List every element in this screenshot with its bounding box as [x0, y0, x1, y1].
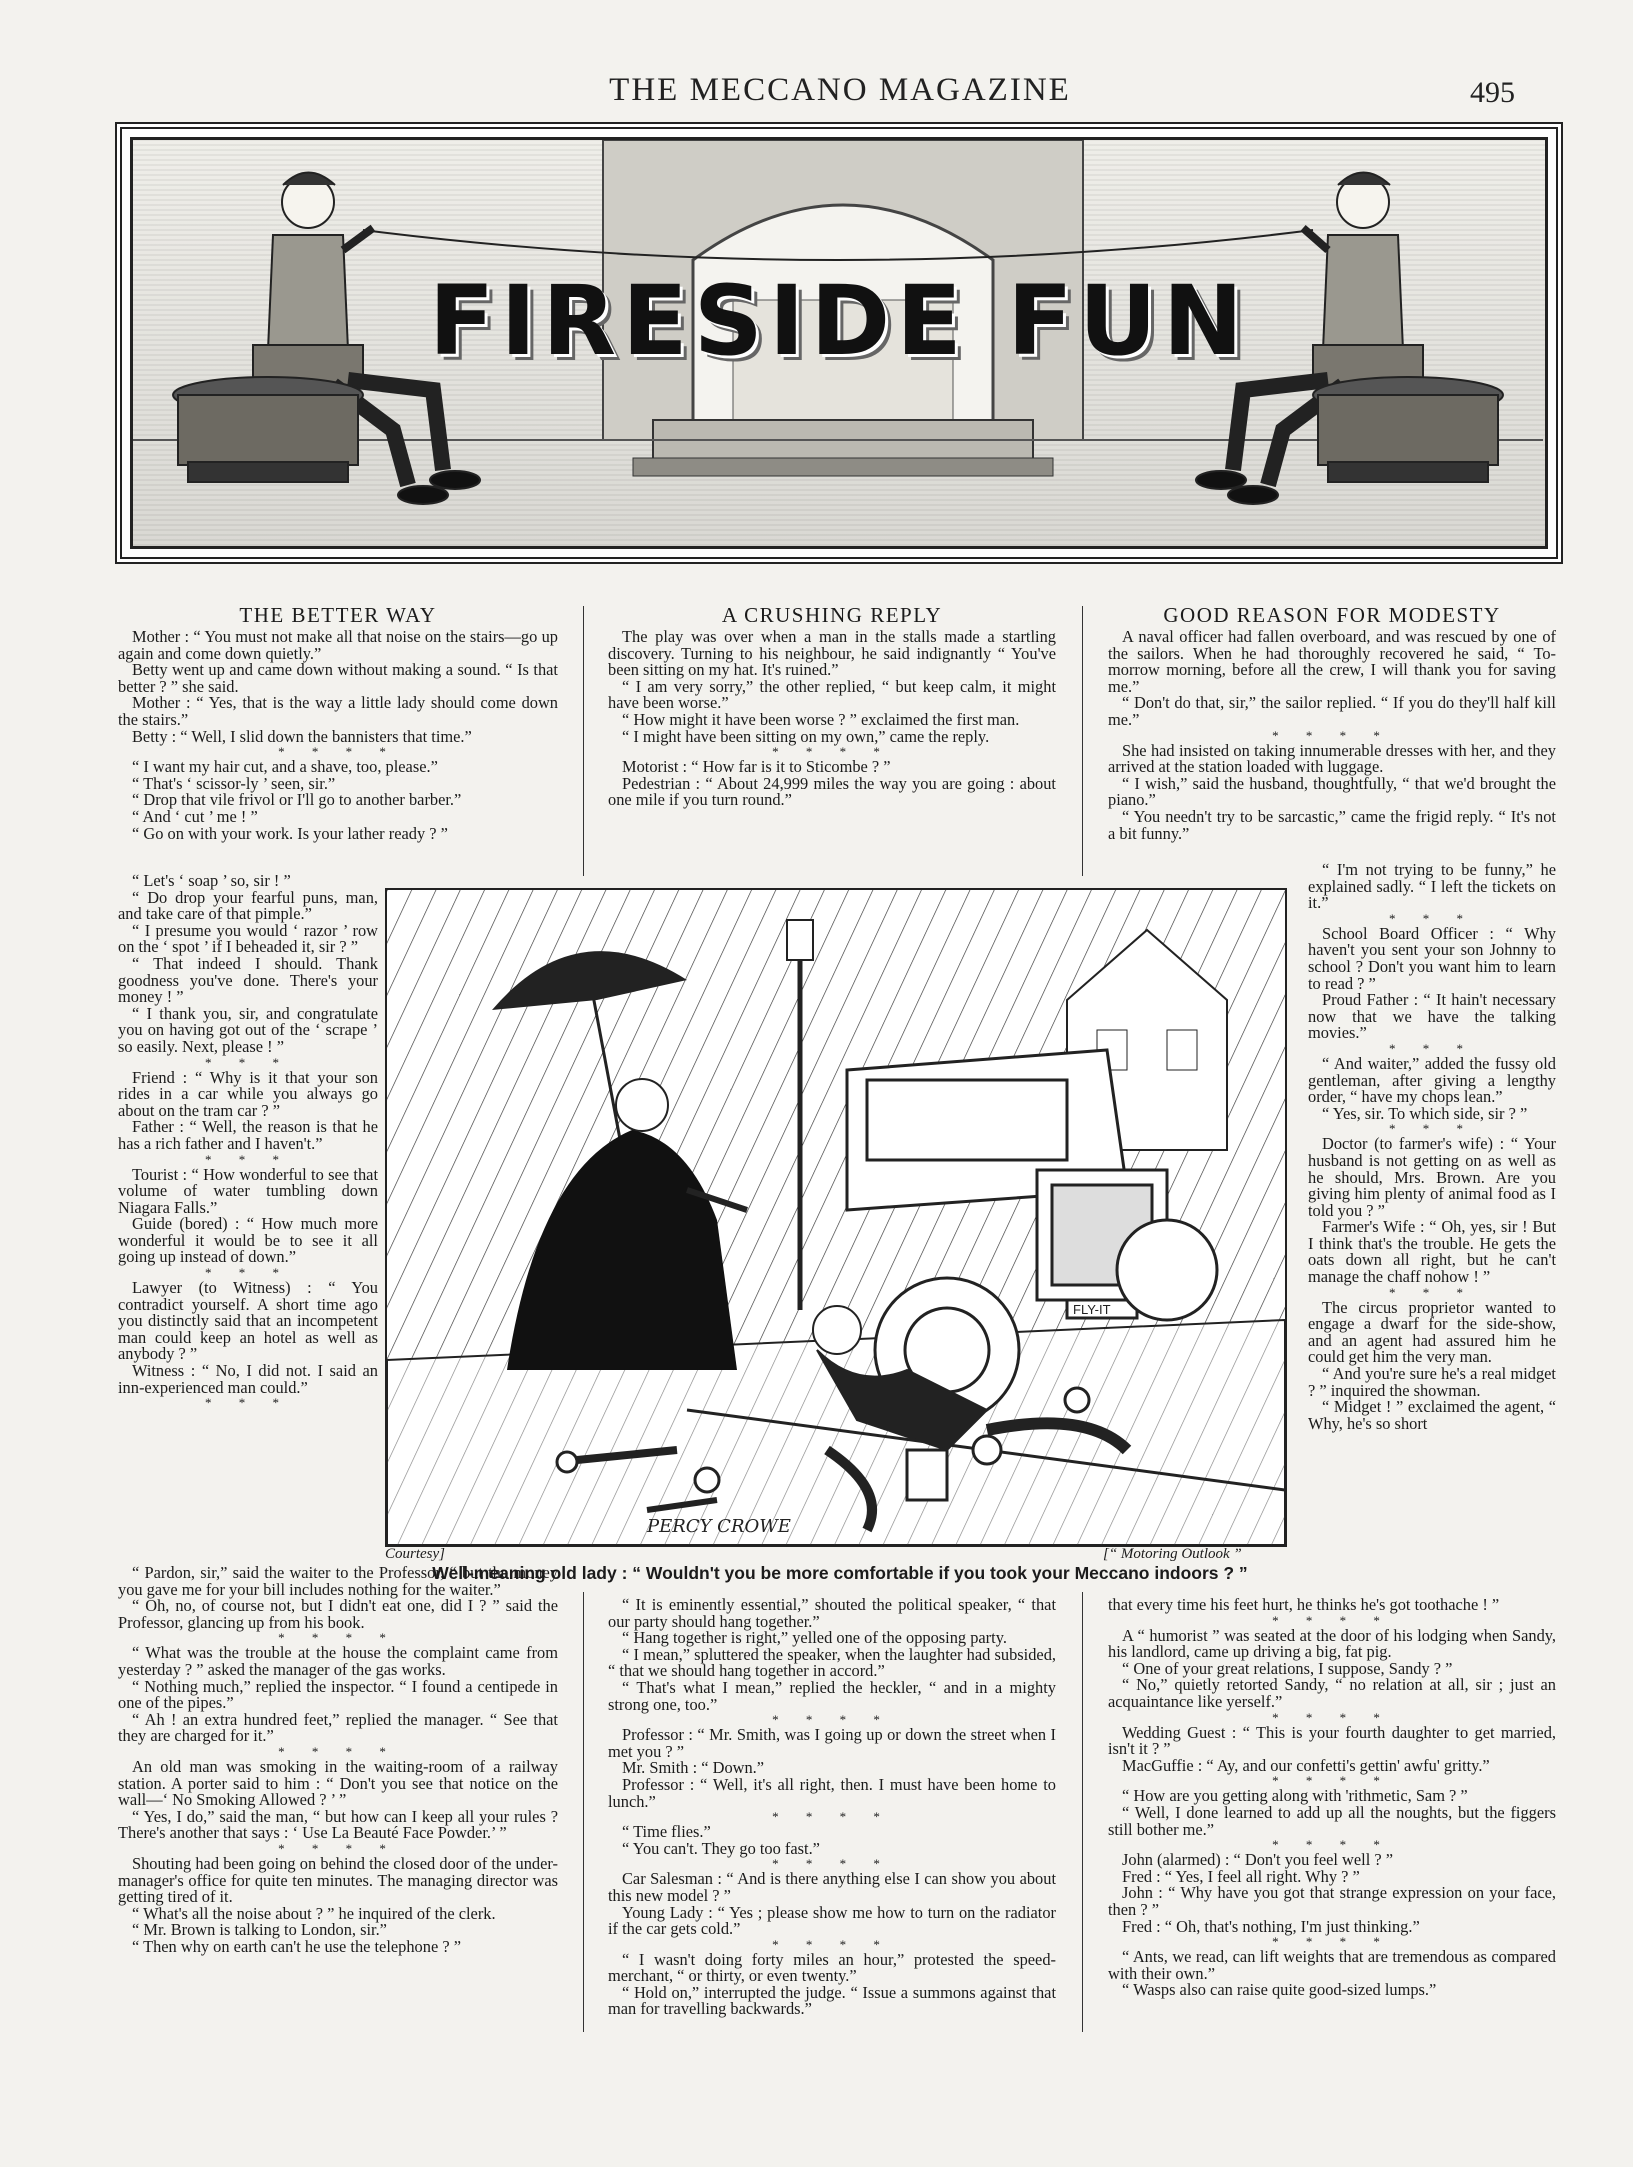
paragraph: “ Midget ! ” exclaimed the agent, “ Why, he's so short — [1308, 1397, 1556, 1433]
motoring-cartoon — [385, 888, 1287, 1547]
credit-source: [“ Motoring Outlook ” — [1103, 1546, 1242, 1562]
magazine-title: THE MECCANO MAGAZINE — [609, 72, 1071, 108]
paragraph: “ You needn't try to be sarcastic,” came the frigid reply. “ It's not a bit funny.” — [1108, 806, 1556, 843]
paragraph: “ Nothing much,” replied the inspector. “ I found a centipede in one of the pipes.” — [118, 1676, 558, 1713]
separator-stars: * * * — [1389, 1040, 1475, 1056]
paragraph: Farmer's Wife : “ Oh, yes, sir ! But I think that's the trouble. He gets the oats down all right, but he can't manage the chaff nohow ! ” — [1308, 1217, 1556, 1287]
paragraph: Mother : “ Yes, that is the way a little lady should come down the stairs.” — [118, 693, 558, 729]
paragraph: An old man was smoking in the waiting-room of a railway station. A porter said to him : “ Don't you see that notice on the wall—‘ No Smoking Allowed ? ’ ” — [118, 1756, 558, 1810]
stool-right — [1313, 377, 1503, 482]
paragraph: “ What's all the noise about ? ” he inquired of the clerk. — [132, 1903, 496, 1923]
paragraph: Shouting had been going on behind the closed door of the under-manager's office for quite ten minutes. The managing director was getting tired of it. — [118, 1853, 558, 1907]
paragraph: “ I might have been sitting on my own,” came the reply. — [622, 726, 990, 746]
paragraph: “ Ants, we read, can lift weights that are tremendous as compared with their own.” — [1108, 1947, 1556, 1983]
paragraph: “ And ‘ cut ’ me ! ” — [132, 806, 258, 826]
paragraph: Guide (bored) : “ How much more wonderful it would be to see it all going up instead of down.” — [118, 1214, 378, 1267]
column-rule — [1082, 1592, 1083, 2032]
column-middle-bottom — [608, 1597, 1056, 2018]
paragraph: Betty went up and came down without making a sound. “ Is that better ? ” she said. — [118, 660, 558, 696]
paragraph: that every time his feet hurt, he thinks he's got toothache ! ” — [1108, 1595, 1500, 1614]
paragraph: Tourist : “ How wonderful to see that volume of water tumbling down Niagara Falls.” — [118, 1164, 378, 1217]
paragraph: “ Go on with your work. Is your lather ready ? ” — [132, 823, 448, 843]
paragraph: Young Lady : “ Yes ; please show me how to turn on the radiator if the car gets cold.” — [608, 1902, 1056, 1939]
paragraph: “ I mean,” spluttered the speaker, when the laughter had subsided, “ that we should hang together in accord.” — [608, 1644, 1056, 1681]
paragraph: Motorist : “ How far is it to Sticombe ? ” — [622, 757, 891, 777]
separator-stars: * * * — [205, 1265, 291, 1281]
paragraph: Fred : “ Oh, that's nothing, I'm just thinking.” — [1122, 1916, 1420, 1936]
paragraph: “ Hold on,” interrupted the judge. “ Issue a summons against that man for travelling backwards.” — [608, 1982, 1056, 2019]
paragraph: John (alarmed) : “ Don't you feel well ? ” — [1122, 1850, 1394, 1870]
paragraph: “ I want my hair cut, and a shave, too, please.” — [132, 757, 438, 777]
paragraph: Professor : “ Mr. Smith, was I going up or down the street when I met you ? ” — [608, 1725, 1056, 1761]
column-right-side — [1308, 862, 1556, 1432]
paragraph: “ Hang together is right,” yelled one of the opposing party. — [622, 1628, 1007, 1648]
paragraph: Professor : “ Well, it's all right, then. I must have been home to lunch.” — [608, 1774, 1056, 1811]
cartoon-drawing — [387, 890, 1285, 1545]
page-number: 495 — [1470, 76, 1515, 109]
paragraph: John : “ Why have you got that strange expression on your face, then ? ” — [1108, 1883, 1556, 1919]
paragraph: “ Time flies.” — [622, 1822, 711, 1842]
column-better-way — [118, 603, 558, 842]
credit-courtesy: Courtesy] — [385, 1546, 445, 1562]
fireside-fun-banner — [115, 122, 1563, 564]
paragraph: The circus proprietor wanted to engage a dwarf for the side-show, and an agent had assured him he could get him the very man. — [1308, 1297, 1556, 1367]
paragraph: Mother : “ You must not make all that noise on the stairs—go up again and come down quietly.” — [118, 627, 558, 663]
paragraph: “ You can't. They go too fast.” — [622, 1838, 820, 1858]
paragraph: “ I presume you would ‘ razor ’ row on the ‘ spot ’ if I beheaded it, sir ? ” — [118, 920, 378, 957]
paragraph: Betty : “ Well, I slid down the bannisters that time.” — [132, 726, 472, 746]
separator-stars: * * * * — [772, 1712, 892, 1728]
paragraph: The play was over when a man in the stalls made a startling discovery. Turning to his neighbour, he said indignantly “ You've been sitting on my hat. It's ruined.” — [608, 627, 1056, 680]
stool-left — [173, 377, 363, 482]
paragraph: “ Mr. Brown is talking to London, sir.” — [132, 1920, 387, 1940]
paragraph: “ What was the trouble at the house the complaint came from yesterday ? ” asked the manager of the gas works. — [118, 1643, 558, 1679]
separator-stars: * * * * — [1272, 1709, 1392, 1725]
paragraph: A naval officer had fallen overboard, and was rescued by one of the sailors. When he had thoroughly recovered he said, “ To-morrow morning, before all the crew, I will thank you for saving me.” — [1108, 627, 1556, 696]
paragraph: “ No,” quietly retorted Sandy, “ no relation at all, sir ; just an acquaintance like yerself.” — [1108, 1675, 1556, 1711]
paragraph: “ I wasn't doing forty miles an hour,” protested the speed-merchant, “ or thirty, or even twenty.” — [608, 1949, 1056, 1986]
paragraph: “ I wish,” said the husband, thoughtfully, “ that we'd brought the piano.” — [1108, 773, 1556, 810]
column-rule — [1082, 606, 1083, 876]
paragraph: “ Ah ! an extra hundred feet,” replied the manager. “ See that they are charged for it.” — [118, 1709, 558, 1746]
paragraph: School Board Officer : “ Why haven't you sent your son Johnny to school ? Don't you want him to learn to read ? ” — [1308, 923, 1556, 993]
paragraph: Friend : “ Why is it that your son rides in a car while you always go about on the tram car ? ” — [118, 1067, 378, 1120]
paragraph: Fred : “ Yes, I feel all right. Why ? ” — [1122, 1866, 1360, 1886]
separator-stars: * * * — [205, 1151, 291, 1167]
paragraph: “ Yes, I do,” said the man, “ but how can I keep all your rules ? There's another that says : ‘ Use La Beauté Face Powder.’ ” — [118, 1806, 558, 1843]
paragraph: “ Let's ‘ soap ’ so, sir ! ” — [132, 871, 291, 890]
column-right-bottom — [1108, 1597, 1556, 1999]
paragraph: Wedding Guest : “ This is your fourth daughter to get married, isn't it ? ” — [1108, 1722, 1556, 1759]
paragraph: “ Pardon, sir,” said the waiter to the Professor, “ but the money you gave me for your bill includes nothing for the waiter.” — [118, 1563, 558, 1599]
column-left-side — [118, 873, 378, 1410]
separator-stars: * * * * — [278, 1743, 398, 1759]
separator-stars: * * * — [1389, 1284, 1475, 1300]
paragraph: “ Oh, no, of course not, but I didn't eat one, did I ? ” said the Professor, glancing up from his book. — [118, 1596, 558, 1632]
column-modesty — [1108, 603, 1556, 842]
cartoonist-signature: PERCY CROWE — [647, 1516, 791, 1537]
paragraph: “ That indeed I should. Thank goodness you've done. There's your money ! ” — [118, 953, 378, 1007]
separator-stars: * * * — [205, 1054, 291, 1070]
story-heading: GOOD REASON FOR MODESTY — [1163, 603, 1501, 627]
paragraph: Witness : “ No, I did not. I said an inn-experienced man could.” — [118, 1361, 378, 1397]
column-crushing-reply — [608, 603, 1056, 809]
separator-stars: * * * * — [772, 1809, 892, 1825]
paragraph: “ One of your great relations, I suppose, Sandy ? ” — [1122, 1658, 1453, 1678]
separator-stars: * * * * — [772, 1936, 892, 1952]
separator-stars: * * * * — [278, 1630, 398, 1646]
paragraph: “ I am very sorry,” the other replied, “ but keep calm, it might have been worse.” — [608, 676, 1056, 713]
separator-stars: * * * * — [772, 744, 892, 760]
paragraph: “ How are you getting along with 'rithmetic, Sam ? ” — [1122, 1786, 1468, 1806]
paragraph: “ I thank you, sir, and congratulate you on having got out of the ‘ scrape ’ so easily. Next, please ! ” — [118, 1003, 378, 1056]
story-heading: A CRUSHING REPLY — [721, 603, 943, 627]
paragraph: Car Salesman : “ And is there anything else I can show you about this new model ? ” — [608, 1869, 1056, 1905]
paragraph: “ Yes, sir. To which side, sir ? ” — [1322, 1103, 1528, 1123]
separator-stars: * * * — [1389, 910, 1475, 926]
paragraph: Lawyer (to Witness) : “ You contradict yourself. A short time ago you distinctly said that an incompetent man could keep an hotel as well as anybody ? ” — [118, 1278, 378, 1364]
story-heading: THE BETTER WAY — [239, 603, 437, 627]
paragraph: “ Wasps also can raise quite good-sized lumps.” — [1122, 1980, 1437, 2000]
separator-stars: * * * * — [1272, 1934, 1392, 1950]
paragraph: She had insisted on taking innumerable dresses with her, and they arrived at the station loaded with luggage. — [1108, 740, 1556, 777]
cartoon-caption: Well-meaning old lady : “ Wouldn't you be more comfortable if you took your Meccano indoors ? ” — [432, 1563, 1248, 1583]
banner-title: FIRESIDE FUN — [428, 265, 1250, 377]
separator-stars: * * * * — [1272, 1612, 1392, 1628]
paragraph: “ Then why on earth can't he use the telephone ? ” — [132, 1936, 461, 1956]
paragraph: “ And waiter,” added the fussy old gentleman, after giving a lengthy order, “ have my chops lean.” — [1308, 1053, 1556, 1107]
separator-stars: * * * * — [278, 744, 398, 760]
column-rule — [583, 606, 584, 876]
paragraph: Mr. Smith : “ Down.” — [622, 1758, 765, 1778]
separator-stars: * * * * — [1272, 1773, 1392, 1789]
paragraph: Doctor (to farmer's wife) : “ Your husband is not getting on as well as he should, Mrs. Brown. Are you giving him plenty of animal food as I told you ? ” — [1308, 1134, 1556, 1220]
paragraph: Pedestrian : “ About 24,999 miles the way you are going : about one mile if you turn round.” — [608, 773, 1056, 810]
paragraph: “ I'm not trying to be funny,” he explained sadly. “ I left the tickets on it.” — [1308, 860, 1556, 913]
paragraph: “ Well, I done learned to add up all the noughts, but the figgers still bother me.” — [1108, 1802, 1556, 1839]
paragraph: “ How might it have been worse ? ” exclaimed the first man. — [622, 709, 1020, 729]
column-rule — [583, 1592, 584, 2032]
paragraph: Proud Father : “ It hain't necessary now that we have the talking movies.” — [1308, 990, 1556, 1043]
separator-stars: * * * * — [1272, 1837, 1392, 1853]
separator-stars: * * * * — [278, 1840, 398, 1856]
paragraph: “ Do drop your fearful puns, man, and take care of that pimple.” — [118, 887, 378, 924]
paragraph: A “ humorist ” was seated at the door of his lodging when Sandy, his landlord, came up driving a big, fat pig. — [1108, 1625, 1556, 1662]
paragraph: Father : “ Well, the reason is that he has a rich father and I haven't.” — [118, 1117, 378, 1153]
separator-stars: * * * — [1389, 1121, 1475, 1137]
paragraph: “ That's what I mean,” replied the heckler, “ and in a mighty strong one, too.” — [608, 1677, 1056, 1714]
license-plate: FLY-IT — [1073, 1302, 1111, 1317]
paragraph: “ And you're sure he's a real midget ? ” inquired the showman. — [1308, 1364, 1556, 1400]
column-left-bottom — [118, 1565, 558, 1955]
paragraph: “ That's ‘ scissor-ly ’ seen, sir.” — [132, 773, 336, 793]
separator-stars: * * * * — [1272, 727, 1392, 743]
paragraph: MacGuffie : “ Ay, and our confetti's gettin' awfu' gritty.” — [1122, 1755, 1490, 1775]
separator-stars: * * * * — [772, 1856, 892, 1872]
separator-stars: * * * — [205, 1395, 291, 1411]
paragraph: “ Drop that vile frivol or I'll go to another barber.” — [132, 790, 462, 810]
paragraph: “ It is eminently essential,” shouted the political speaker, “ that our party should hang together.” — [608, 1595, 1056, 1631]
paragraph: “ Don't do that, sir,” the sailor replied. “ If you do they'll half kill me.” — [1108, 693, 1556, 729]
banner-illustration — [130, 137, 1548, 549]
